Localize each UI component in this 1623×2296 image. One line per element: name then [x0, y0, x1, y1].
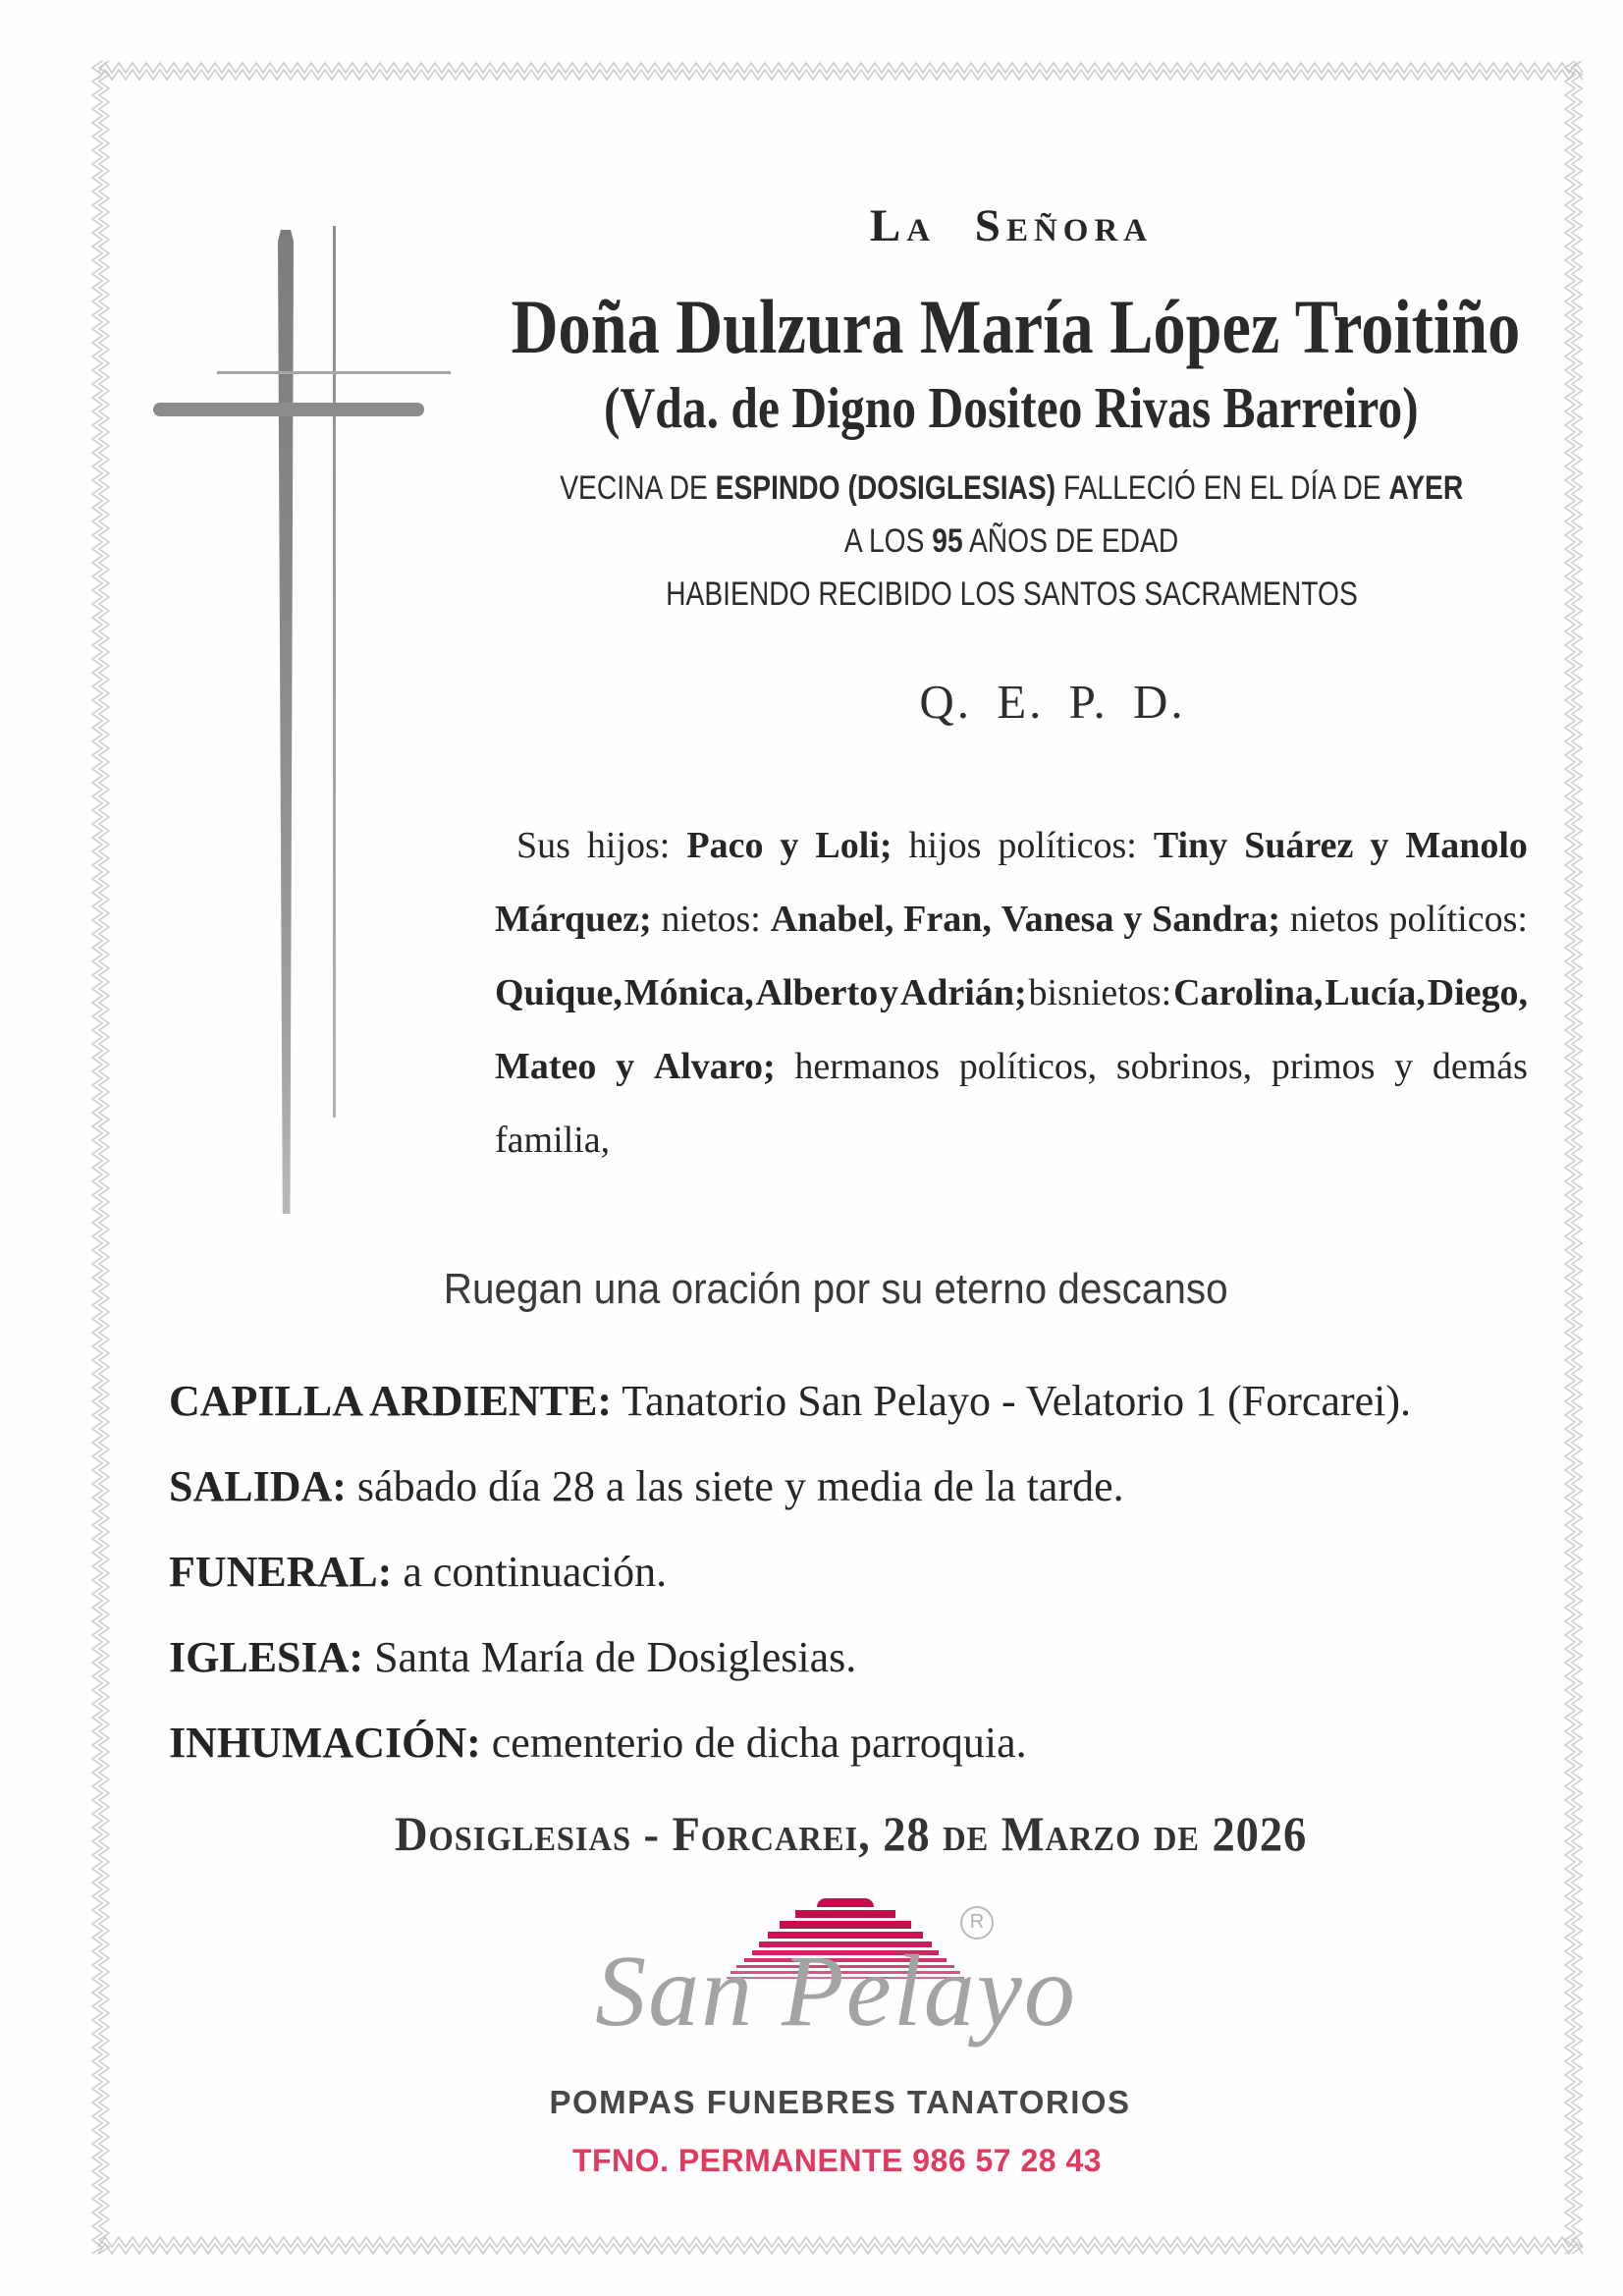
brand-script-logo: San Pelayo — [595, 1935, 1077, 2048]
honorific-title: La Señora — [869, 200, 1154, 251]
detail-label: INHUMACIÓN: — [169, 1719, 481, 1767]
cross-vertical-thin-line — [333, 226, 336, 1118]
prayer-line: Ruegan una oración por su eterno descanso — [444, 1265, 1228, 1313]
phone-line: TFNO. PERMANENTE 986 57 28 43 — [571, 2143, 1103, 2178]
detail-row-capilla — [169, 1377, 1524, 1462]
residence-line: VECINA DE ESPINDO (DOSIGLESIAS) FALLECIÓ EN EL DÍA DE AYER — [559, 469, 1464, 507]
detail-value: sábado día 28 a las siete y media de la tarde. — [346, 1462, 1124, 1510]
detail-value: Tanatorio San Pelayo - Velatorio 1 (Forcarei). — [612, 1377, 1412, 1425]
detail-row-funeral — [169, 1548, 1524, 1633]
detail-value: cementerio de dicha parroquia. — [480, 1719, 1027, 1767]
sacraments-line: HABIENDO RECIBIDO LOS SANTOS SACRAMENTOS — [665, 575, 1358, 613]
family-line: familia, — [495, 1120, 611, 1161]
detail-value: a continuación. — [392, 1548, 668, 1596]
detail-value: Santa María de Dosiglesias. — [363, 1633, 857, 1681]
place-date-line: Dosiglesias - Forcarei, 28 de Marzo de 2026 — [394, 1806, 1308, 1861]
detail-row-salida — [169, 1462, 1524, 1548]
sunrise-stripe — [817, 1898, 874, 1907]
detail-row-iglesia — [169, 1633, 1524, 1719]
detail-label: CAPILLA ARDIENTE: — [169, 1377, 613, 1425]
family-paragraph — [495, 825, 1528, 1161]
detail-label: SALIDA: — [169, 1462, 347, 1510]
sunrise-stripe — [780, 1921, 911, 1929]
family-line: Mateo y Alvaro; hermanos políticos, sobrinos, primos y demás — [495, 1046, 1528, 1087]
zigzag-border-top — [98, 61, 1579, 84]
cross-horizontal-bar — [153, 403, 424, 416]
widow-of-line: (Vda. de Digno Dositeo Rivas Barreiro) — [604, 375, 1419, 440]
family-line: Sus hijos: Paco y Loli; hijos políticos: Tiny Suárez y Manolo — [516, 825, 1528, 866]
service-details — [169, 1377, 1524, 1804]
sunrise-stripe — [795, 1910, 895, 1918]
company-tagline: POMPAS FUNEBRES TANATORIOS — [549, 2084, 1131, 2120]
deceased-name: Doña Dulzura María López Troitiño — [511, 284, 1521, 369]
qepd-line: Q. E. P. D. — [919, 675, 1186, 729]
registered-trademark-icon: R — [960, 1906, 994, 1940]
detail-label: IGLESIA: — [169, 1633, 364, 1681]
age-line: A LOS 95 AÑOS DE EDAD — [843, 522, 1179, 560]
family-line: Márquez; nietos: Anabel, Fran, Vanesa y Sandra; nietos políticos: — [495, 899, 1528, 940]
detail-row-inhumacion — [169, 1719, 1524, 1804]
family-line: Quique, Mónica, Alberto y Adrián; bisnietos: Carolina, Lucía, Diego, — [495, 972, 1528, 1013]
detail-label: FUNERAL: — [169, 1548, 393, 1596]
cross-vertical-bar — [278, 230, 294, 1214]
zigzag-border-bottom — [98, 2235, 1579, 2259]
cross-horizontal-thin-line — [217, 371, 451, 374]
